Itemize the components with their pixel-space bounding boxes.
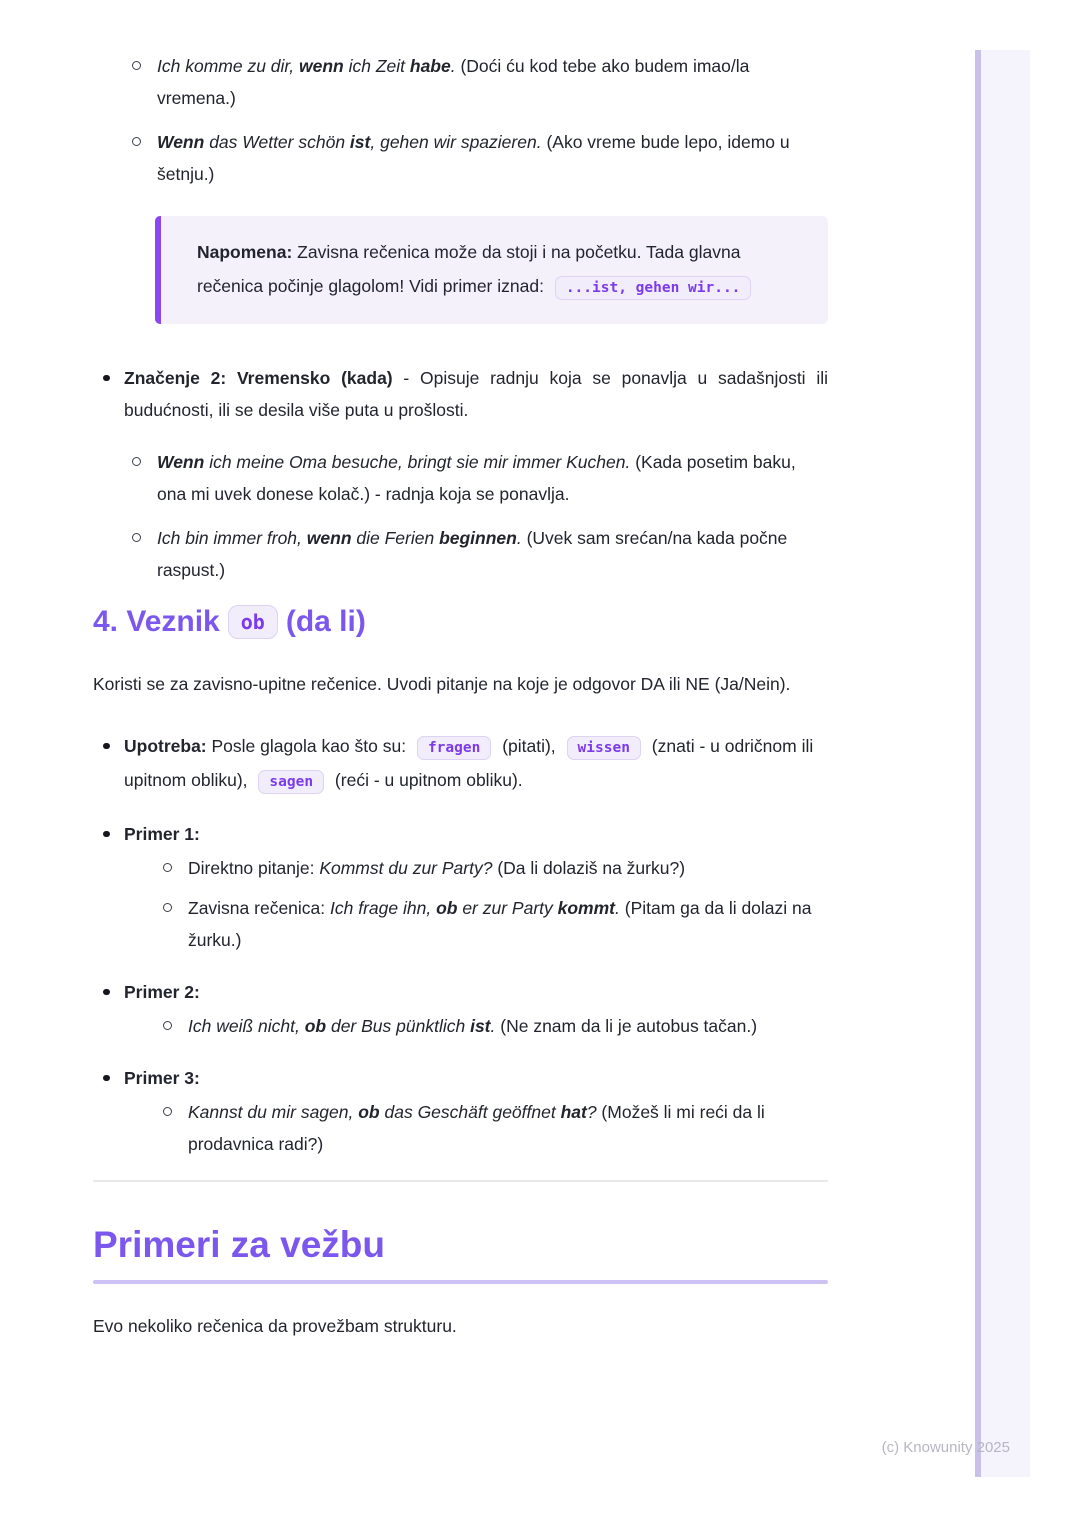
- text-run: kommt: [557, 898, 615, 918]
- text-run: (Možeš li mi reći da li prodavnica radi?): [188, 1102, 765, 1154]
- sublist: [124, 1010, 828, 1042]
- list-item: [124, 1062, 828, 1160]
- text-run: ich Zeit: [343, 56, 410, 76]
- text-run: (pitati),: [497, 736, 561, 756]
- text-run: (Doći ću kod tebe ako budem imao/la vremena.): [157, 56, 750, 108]
- heading-underline: [93, 1280, 828, 1284]
- list-level-1: [93, 730, 828, 1160]
- text-run: ob: [358, 1102, 380, 1122]
- text-run: (Pitam ga da li dolazi na žurku.): [188, 898, 812, 950]
- text-run: (reći - u upitnom obliku).: [330, 770, 523, 790]
- text-run: wenn: [306, 528, 352, 548]
- text-run: Koristi se za zavisno-upitne rečenice. Uvodi pitanje na koje je odgovor DA ili NE (Ja/Nein).: [93, 674, 791, 694]
- list-level-2: [93, 446, 828, 586]
- list-item-text: [157, 446, 828, 510]
- inline-code: ...ist, gehen wir...: [555, 276, 752, 300]
- list-item-text: [124, 1062, 828, 1094]
- scrollbar-track[interactable]: [975, 50, 1030, 1477]
- page-heading: Primeri za vežbu: [93, 1224, 386, 1265]
- list-item: [124, 362, 828, 426]
- text-run: die Ferien: [351, 528, 440, 548]
- inline-code: wissen: [567, 736, 641, 760]
- text-run: ob: [436, 898, 458, 918]
- list-item: [188, 1096, 828, 1160]
- text-run: ich meine Oma besuche, bringt sie mir immer Kuchen.: [204, 452, 631, 472]
- text-run: Primer 2:: [124, 982, 200, 1002]
- text-run: Primer 1:: [124, 824, 200, 844]
- text-run: ist: [349, 132, 371, 152]
- text-run: (Ako vreme bude lepo, idemo u šetnju.): [157, 132, 790, 184]
- text-run: Ich weiß nicht,: [188, 1016, 305, 1036]
- text-run: habe: [409, 56, 451, 76]
- inline-code: fragen: [417, 736, 491, 760]
- paragraph: [93, 1310, 828, 1342]
- text-run: Wenn: [157, 452, 205, 472]
- list-item-text: [157, 126, 828, 190]
- text-run: der Bus pünktlich: [326, 1016, 471, 1036]
- text-run: Primer 3:: [124, 1068, 200, 1088]
- text-run: ist: [470, 1016, 491, 1036]
- list-item-text: [124, 730, 828, 798]
- text-run: Kannst du mir sagen,: [188, 1102, 359, 1122]
- list-item: [188, 852, 828, 884]
- text-run: Napomena:: [197, 242, 293, 262]
- text-run: Zavisna rečenica:: [188, 898, 331, 918]
- list-item-text: [188, 1010, 828, 1042]
- text-run: Wenn: [157, 132, 205, 152]
- inline-code: ob: [228, 605, 278, 639]
- text-run: Posle glagola kao što su:: [206, 736, 411, 756]
- text-run: (Da li dolaziš na žurku?): [492, 858, 686, 878]
- text-run: beginnen: [439, 528, 517, 548]
- text-run: (znati - u odričnom ili upitnom obliku),: [124, 736, 814, 790]
- section-heading: [93, 602, 828, 644]
- paragraph: [93, 668, 828, 700]
- list-item: [157, 50, 828, 114]
- text-run: Direktno pitanje:: [188, 858, 320, 878]
- list-item-text: [157, 50, 828, 114]
- text-run: Upotreba:: [124, 736, 207, 756]
- list-item: [188, 892, 828, 956]
- text-run: Ich komme zu dir,: [157, 56, 299, 76]
- list-item-text: [124, 362, 828, 426]
- sublist: [124, 1096, 828, 1160]
- text-run: ?: [586, 1102, 597, 1122]
- text-run: .: [490, 1016, 496, 1036]
- text-run: er zur Party: [457, 898, 558, 918]
- text-run: Ich bin immer froh,: [157, 528, 307, 548]
- text-run: Ich frage ihn,: [330, 898, 437, 918]
- sublist: [124, 852, 828, 956]
- list-item-text: [124, 976, 828, 1008]
- text-run: .: [450, 56, 456, 76]
- text-run: ob: [304, 1016, 327, 1036]
- text-run: das Wetter schön: [204, 132, 350, 152]
- list-item: [124, 818, 828, 956]
- text-run: (Ne znam da li je autobus tačan.): [495, 1016, 758, 1036]
- list-level-1: [93, 362, 828, 426]
- text-run: (da li): [285, 605, 366, 638]
- copyright-watermark: (c) Knowunity 2025: [881, 1439, 1010, 1456]
- list-item-text: [157, 522, 828, 586]
- list-item: [188, 1010, 828, 1042]
- list-item-text: [188, 1096, 828, 1160]
- list-item-text: [188, 892, 828, 956]
- text-run: das Geschäft geöffnet: [379, 1102, 561, 1122]
- section-divider: [93, 1180, 828, 1182]
- list-level-2: [93, 50, 828, 190]
- text-run: .: [615, 898, 620, 918]
- text-run: wenn: [299, 56, 344, 76]
- text-run: hat: [560, 1102, 587, 1122]
- text-run: Značenje 2: Vremensko (kada): [124, 368, 393, 388]
- list-item-text: [188, 852, 828, 884]
- text-run: 4. Veznik: [93, 605, 220, 638]
- list-item: [157, 522, 828, 586]
- inline-code: sagen: [258, 770, 324, 794]
- text-run: - Opisuje radnju koja se ponavlja u sadašnjosti ili budućnosti, ili se desila više puta u prošlosti.: [124, 368, 828, 420]
- text-run: (Uvek sam srećan/na kada počne raspust.): [157, 528, 788, 580]
- text-run: .: [516, 528, 522, 548]
- text-run: (Kada posetim baku, ona mi uvek donese kolač.) - radnja koja se ponavlja.: [157, 452, 796, 504]
- list-item: [157, 126, 828, 190]
- text-run: , gehen wir spazieren.: [370, 132, 542, 152]
- text-run: Zavisna rečenica može da stoji i na početku. Tada glavna rečenica počinje glagolom! Vidi primer iznad:: [197, 242, 741, 296]
- text-run: Kommst du zur Party?: [319, 858, 493, 878]
- list-item: [124, 730, 828, 798]
- list-item-text: [124, 818, 828, 850]
- list-item: [124, 976, 828, 1042]
- list-item: [157, 446, 828, 510]
- text-run: Evo nekoliko rečenica da provežbam strukturu.: [93, 1316, 457, 1336]
- note-box: [155, 216, 828, 324]
- document-body: [93, 50, 828, 1342]
